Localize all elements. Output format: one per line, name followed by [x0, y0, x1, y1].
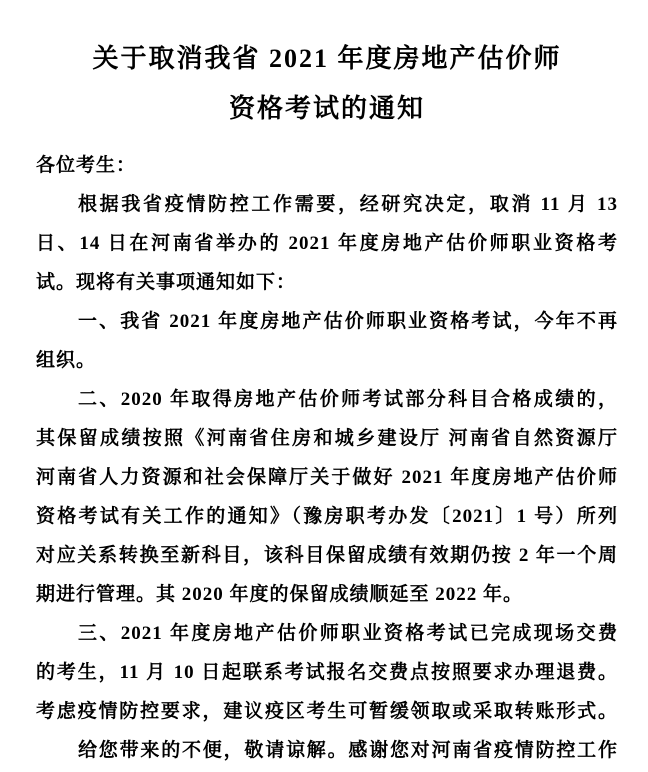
body-line-5: 一、我省 2021 年度房地产估价师职业资格考试，今年不再	[78, 311, 618, 332]
document-title	[36, 34, 618, 134]
body-line-11: 对应关系转换至新科目，该科目保留成绩有效期仍按 2 年一个周	[36, 545, 618, 566]
body-line-15: 考虑疫情防控要求，建议疫区考生可暂缓领取或采取转账形式。	[36, 701, 618, 722]
body-line-13: 三、2021 年度房地产估价师职业资格考试已完成现场交费	[78, 623, 618, 644]
body-line-12: 期进行管理。其 2020 年度的保留成绩顺延至 2022 年。	[36, 584, 524, 605]
body-line-4: 试。现将有关事项通知如下：	[36, 272, 297, 293]
body-line-7: 二、2020 年取得房地产估价师考试部分科目合格成绩的，	[78, 389, 618, 410]
body-line-10: 资格考试有关工作的通知》（豫房职考办发〔2021〕1 号）所列	[36, 506, 618, 527]
salutation-line: 各位考生：	[36, 155, 137, 176]
body-line-9: 河南省人力资源和社会保障厅关于做好 2021 年度房地产估价师	[36, 467, 618, 488]
body-line-6: 组织。	[36, 350, 97, 371]
body-line-8: 其保留成绩按照《河南省住房和城乡建设厅 河南省自然资源厅	[36, 428, 618, 449]
body-line-16: 给您带来的不便，敬请谅解。感谢您对河南省疫情防控工作	[78, 740, 618, 761]
body-line-3: 日、14 日在河南省举办的 2021 年度房地产估价师职业资格考	[36, 233, 618, 254]
title-line-1: 关于取消我省 2021 年度房地产估价师	[92, 44, 562, 73]
document-body	[36, 146, 618, 770]
title-line-2: 资格考试的通知	[228, 94, 425, 123]
body-line-14: 的考生，11 月 10 日起联系考试报名交费点按照要求办理退费。	[36, 662, 618, 683]
body-line-2: 根据我省疫情防控工作需要，经研究决定，取消 11 月 13	[78, 194, 618, 215]
